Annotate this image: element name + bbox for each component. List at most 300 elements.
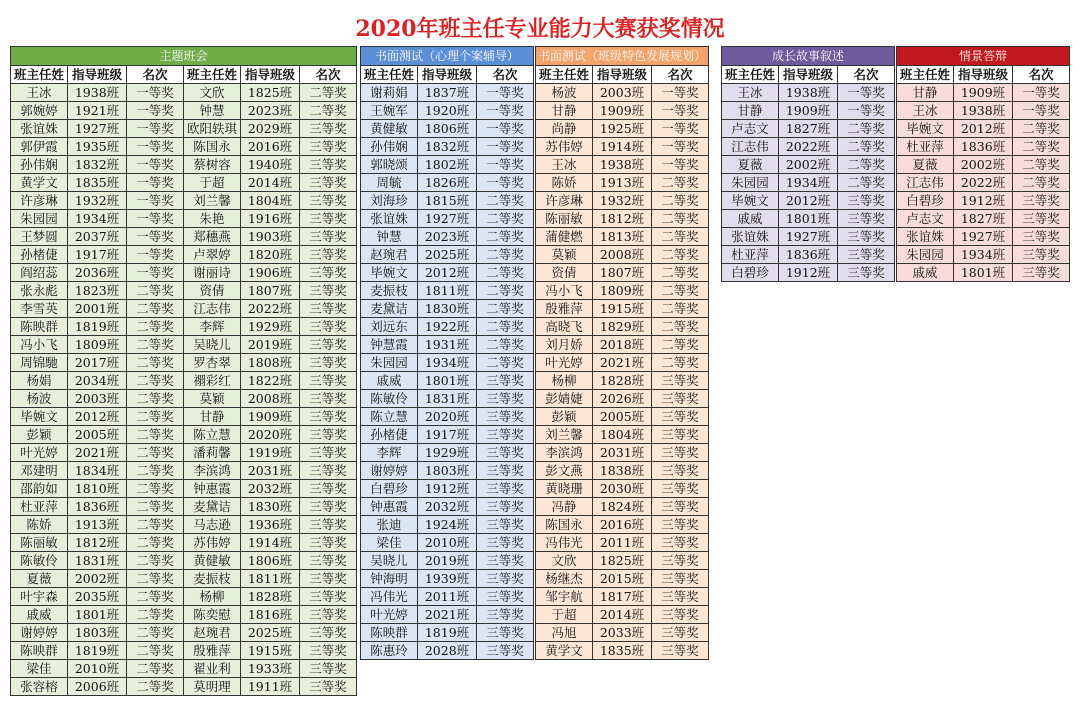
table-row <box>11 372 357 390</box>
rank-cell: 一等奖 <box>652 156 709 174</box>
class-cell: 1934班 <box>68 210 127 228</box>
teacher-name-cell: 孙楮倢 <box>11 246 68 264</box>
col-header-name: 班主任姓 <box>722 66 779 84</box>
rank-cell: 三等奖 <box>838 246 895 264</box>
rank-cell: 三等奖 <box>300 210 357 228</box>
class-cell: 1927班 <box>68 120 127 138</box>
rank-cell: 二等奖 <box>1013 156 1070 174</box>
teacher-name-cell: 陈奕慰 <box>184 606 241 624</box>
table-row <box>897 102 1070 120</box>
table-row <box>361 192 534 210</box>
rank-cell: 三等奖 <box>477 642 534 660</box>
class-cell: 2029班 <box>241 120 300 138</box>
class-cell: 1827班 <box>779 120 838 138</box>
teacher-name-cell: 杜亚萍 <box>11 498 68 516</box>
teacher-name-cell: 钟慧 <box>184 102 241 120</box>
table-row <box>897 84 1070 102</box>
table-row <box>722 210 895 228</box>
teacher-name-cell: 杨继杰 <box>536 570 593 588</box>
rank-cell: 二等奖 <box>477 264 534 282</box>
group-header: 书面测试（心理个案辅导） <box>361 47 534 66</box>
table-row <box>722 102 895 120</box>
teacher-name-cell: 钟惠霞 <box>361 498 418 516</box>
teacher-name-cell: 莫颖 <box>184 390 241 408</box>
rank-cell: 一等奖 <box>477 84 534 102</box>
class-cell: 2002班 <box>68 570 127 588</box>
rank-cell: 三等奖 <box>477 516 534 534</box>
table-row <box>361 174 534 192</box>
teacher-name-cell: 毕婉文 <box>897 120 954 138</box>
rank-cell: 二等奖 <box>300 102 357 120</box>
rank-cell: 三等奖 <box>477 390 534 408</box>
teacher-name-cell: 孙伟娴 <box>361 138 418 156</box>
rank-cell: 三等奖 <box>652 606 709 624</box>
class-cell: 2032班 <box>418 498 477 516</box>
col-header-name: 班主任姓 <box>897 66 954 84</box>
award-table <box>535 46 709 660</box>
rank-cell: 三等奖 <box>652 624 709 642</box>
teacher-name-cell: 赵琬君 <box>361 246 418 264</box>
class-cell: 2031班 <box>241 462 300 480</box>
table-row <box>536 282 709 300</box>
rank-cell: 一等奖 <box>652 138 709 156</box>
rank-cell: 三等奖 <box>300 264 357 282</box>
teacher-name-cell: 王婉军 <box>361 102 418 120</box>
teacher-name-cell: 孙伟娴 <box>11 156 68 174</box>
teacher-name-cell: 冯旭 <box>536 624 593 642</box>
rank-cell: 三等奖 <box>652 516 709 534</box>
class-cell: 1837班 <box>418 84 477 102</box>
group-written-class-planning <box>535 46 709 660</box>
rank-cell: 二等奖 <box>127 642 184 660</box>
class-cell: 2012班 <box>954 120 1013 138</box>
teacher-name-cell: 钟慧 <box>361 228 418 246</box>
teacher-name-cell: 叶光婷 <box>536 354 593 372</box>
table-row <box>722 174 895 192</box>
teacher-name-cell: 莫颖 <box>536 246 593 264</box>
rank-cell: 二等奖 <box>477 354 534 372</box>
table-row <box>536 174 709 192</box>
class-cell: 1832班 <box>68 156 127 174</box>
col-header-name: 班主任姓 <box>536 66 593 84</box>
class-cell: 2023班 <box>241 102 300 120</box>
table-row <box>11 138 357 156</box>
teacher-name-cell: 梁佳 <box>11 660 68 678</box>
rank-cell: 二等奖 <box>477 300 534 318</box>
teacher-name-cell: 张谊姝 <box>722 228 779 246</box>
rank-cell: 三等奖 <box>300 192 357 210</box>
table-row <box>361 516 534 534</box>
teacher-name-cell: 叶宇森 <box>11 588 68 606</box>
teacher-name-cell: 陈敏伶 <box>361 390 418 408</box>
rank-cell: 二等奖 <box>652 282 709 300</box>
teacher-name-cell: 郭伊霞 <box>11 138 68 156</box>
rank-cell: 一等奖 <box>127 102 184 120</box>
table-row <box>11 156 357 174</box>
rank-cell: 三等奖 <box>300 516 357 534</box>
table-row <box>361 588 534 606</box>
table-row <box>361 282 534 300</box>
teacher-name-cell: 麦振枝 <box>361 282 418 300</box>
rank-cell: 二等奖 <box>127 372 184 390</box>
teacher-name-cell: 江志伟 <box>184 300 241 318</box>
rank-cell: 三等奖 <box>838 264 895 282</box>
teacher-name-cell: 杨娟 <box>11 372 68 390</box>
rank-cell: 二等奖 <box>652 192 709 210</box>
class-cell: 1803班 <box>418 462 477 480</box>
teacher-name-cell: 阎绍蕊 <box>11 264 68 282</box>
table-row <box>361 138 534 156</box>
table-row <box>536 588 709 606</box>
table-row <box>722 156 895 174</box>
col-header-class: 指导班级 <box>241 66 300 84</box>
table-row <box>11 660 357 678</box>
table-row <box>722 138 895 156</box>
class-cell: 1913班 <box>593 174 652 192</box>
col-header-name: 班主任姓 <box>11 66 68 84</box>
rank-cell: 二等奖 <box>652 336 709 354</box>
teacher-name-cell: 麦黛诘 <box>361 300 418 318</box>
table-row <box>897 138 1070 156</box>
class-cell: 1909班 <box>954 84 1013 102</box>
table-row <box>536 444 709 462</box>
table-row <box>361 300 534 318</box>
teacher-name-cell: 杜亚萍 <box>722 246 779 264</box>
teacher-name-cell: 王冰 <box>722 84 779 102</box>
class-cell: 1915班 <box>241 642 300 660</box>
rank-cell: 二等奖 <box>652 210 709 228</box>
rank-cell: 三等奖 <box>300 138 357 156</box>
class-cell: 1816班 <box>241 606 300 624</box>
table-row <box>361 408 534 426</box>
class-cell: 1817班 <box>593 588 652 606</box>
table-row <box>536 606 709 624</box>
table-row <box>536 156 709 174</box>
table-row <box>536 480 709 498</box>
teacher-name-cell: 夏薇 <box>897 156 954 174</box>
table-row <box>536 372 709 390</box>
rank-cell: 三等奖 <box>300 426 357 444</box>
rank-cell: 三等奖 <box>477 480 534 498</box>
teacher-name-cell: 禤彩红 <box>184 372 241 390</box>
teacher-name-cell: 潘莉馨 <box>184 444 241 462</box>
rank-cell: 二等奖 <box>652 318 709 336</box>
class-cell: 1836班 <box>779 246 838 264</box>
class-cell: 1906班 <box>241 264 300 282</box>
group-header: 情景答辩 <box>897 47 1070 66</box>
teacher-name-cell: 戚威 <box>11 606 68 624</box>
table-row <box>361 120 534 138</box>
class-cell: 1903班 <box>241 228 300 246</box>
class-cell: 2023班 <box>418 228 477 246</box>
group-growth-story <box>721 46 895 282</box>
rank-cell: 一等奖 <box>1013 102 1070 120</box>
table-row <box>536 390 709 408</box>
rank-cell: 三等奖 <box>300 678 357 696</box>
table-row <box>361 426 534 444</box>
rank-cell: 二等奖 <box>477 282 534 300</box>
table-row <box>11 624 357 642</box>
award-table <box>10 46 357 696</box>
rank-cell: 三等奖 <box>1013 228 1070 246</box>
table-row <box>361 102 534 120</box>
award-table <box>896 46 1070 282</box>
table-row <box>536 534 709 552</box>
class-cell: 2001班 <box>68 300 127 318</box>
table-row <box>536 462 709 480</box>
rank-cell: 三等奖 <box>300 174 357 192</box>
table-row <box>11 552 357 570</box>
teacher-name-cell: 冯伟光 <box>361 588 418 606</box>
rank-cell: 三等奖 <box>300 282 357 300</box>
class-cell: 1835班 <box>68 174 127 192</box>
table-row <box>11 642 357 660</box>
class-cell: 2008班 <box>593 246 652 264</box>
rank-cell: 二等奖 <box>652 246 709 264</box>
col-header-name: 班主任姓 <box>361 66 418 84</box>
rank-cell: 三等奖 <box>300 354 357 372</box>
rank-cell: 二等奖 <box>477 228 534 246</box>
table-row <box>361 372 534 390</box>
table-row <box>536 264 709 282</box>
teacher-name-cell: 陈国永 <box>536 516 593 534</box>
class-cell: 1921班 <box>68 102 127 120</box>
table-row <box>536 300 709 318</box>
rank-cell: 三等奖 <box>477 624 534 642</box>
rank-cell: 二等奖 <box>127 498 184 516</box>
group-theme-class-meeting <box>10 46 357 696</box>
rank-cell: 三等奖 <box>1013 192 1070 210</box>
teacher-name-cell: 钟慧霞 <box>361 336 418 354</box>
teacher-name-cell: 吴晓儿 <box>184 336 241 354</box>
class-cell: 2003班 <box>68 390 127 408</box>
col-header-class: 指导班级 <box>954 66 1013 84</box>
rank-cell: 三等奖 <box>652 642 709 660</box>
class-cell: 1836班 <box>954 138 1013 156</box>
class-cell: 1934班 <box>779 174 838 192</box>
class-cell: 2021班 <box>593 354 652 372</box>
class-cell: 1835班 <box>593 642 652 660</box>
teacher-name-cell: 王冰 <box>536 156 593 174</box>
teacher-name-cell: 朱园园 <box>361 354 418 372</box>
teacher-name-cell: 张谊姝 <box>897 228 954 246</box>
teacher-name-cell: 刘海珍 <box>361 192 418 210</box>
rank-cell: 三等奖 <box>477 570 534 588</box>
rank-cell: 一等奖 <box>838 102 895 120</box>
teacher-name-cell: 许彦琳 <box>11 192 68 210</box>
group-written-psych-counseling <box>360 46 534 660</box>
teacher-name-cell: 张谊姝 <box>361 210 418 228</box>
teacher-name-cell: 刘兰馨 <box>536 426 593 444</box>
teacher-name-cell: 尚静 <box>536 120 593 138</box>
class-cell: 1909班 <box>779 102 838 120</box>
table-row <box>897 192 1070 210</box>
class-cell: 2002班 <box>779 156 838 174</box>
rank-cell: 二等奖 <box>127 354 184 372</box>
table-row <box>11 606 357 624</box>
class-cell: 1938班 <box>779 84 838 102</box>
table-row <box>11 678 357 696</box>
col-header-rank: 名次 <box>652 66 709 84</box>
class-cell: 1932班 <box>593 192 652 210</box>
class-cell: 2005班 <box>68 426 127 444</box>
class-cell: 2012班 <box>418 264 477 282</box>
table-row <box>11 408 357 426</box>
teacher-name-cell: 冯伟光 <box>536 534 593 552</box>
table-row <box>722 246 895 264</box>
teacher-name-cell: 谢丽诗 <box>184 264 241 282</box>
teacher-name-cell: 李滨鸿 <box>536 444 593 462</box>
col-header-rank: 名次 <box>477 66 534 84</box>
rank-cell: 一等奖 <box>127 264 184 282</box>
teacher-name-cell: 郭婉婷 <box>11 102 68 120</box>
table-row <box>536 426 709 444</box>
table-row <box>361 318 534 336</box>
teacher-name-cell: 陈丽敏 <box>536 210 593 228</box>
rank-cell: 三等奖 <box>300 120 357 138</box>
teacher-name-cell: 周锦馳 <box>11 354 68 372</box>
class-cell: 1830班 <box>241 498 300 516</box>
table-row <box>11 84 357 102</box>
col-header-class: 指导班级 <box>779 66 838 84</box>
class-cell: 2017班 <box>68 354 127 372</box>
teacher-name-cell: 张谊姝 <box>11 120 68 138</box>
class-cell: 1801班 <box>954 264 1013 282</box>
table-row <box>722 192 895 210</box>
rank-cell: 三等奖 <box>300 660 357 678</box>
table-row <box>536 570 709 588</box>
teacher-name-cell: 蒲健燃 <box>536 228 593 246</box>
table-row <box>11 426 357 444</box>
table-row <box>536 210 709 228</box>
class-cell: 2021班 <box>418 606 477 624</box>
class-cell: 2026班 <box>593 390 652 408</box>
teacher-name-cell: 甘静 <box>897 84 954 102</box>
class-cell: 1938班 <box>68 84 127 102</box>
rank-cell: 一等奖 <box>652 102 709 120</box>
rank-cell: 二等奖 <box>127 426 184 444</box>
table-row <box>361 642 534 660</box>
class-cell: 1912班 <box>779 264 838 282</box>
table-row <box>361 624 534 642</box>
table-row <box>361 264 534 282</box>
rank-cell: 一等奖 <box>127 246 184 264</box>
rank-cell: 三等奖 <box>838 210 895 228</box>
class-cell: 1807班 <box>241 282 300 300</box>
table-row <box>536 84 709 102</box>
class-cell: 1916班 <box>241 210 300 228</box>
rank-cell: 二等奖 <box>1013 138 1070 156</box>
rank-cell: 一等奖 <box>477 102 534 120</box>
teacher-name-cell: 麦振枝 <box>184 570 241 588</box>
class-cell: 1911班 <box>241 678 300 696</box>
class-cell: 1924班 <box>418 516 477 534</box>
teacher-name-cell: 谢婷婷 <box>11 624 68 642</box>
rank-cell: 二等奖 <box>477 192 534 210</box>
table-row <box>11 264 357 282</box>
rank-cell: 三等奖 <box>477 426 534 444</box>
class-cell: 1935班 <box>68 138 127 156</box>
table-row <box>11 570 357 588</box>
rank-cell: 三等奖 <box>477 462 534 480</box>
table-row <box>536 102 709 120</box>
class-cell: 1909班 <box>241 408 300 426</box>
table-row <box>361 444 534 462</box>
table-row <box>536 354 709 372</box>
teacher-name-cell: 黄学文 <box>11 174 68 192</box>
table-row <box>536 642 709 660</box>
class-cell: 2022班 <box>241 300 300 318</box>
table-row <box>361 606 534 624</box>
table-row <box>11 246 357 264</box>
class-cell: 1927班 <box>418 210 477 228</box>
class-cell: 2015班 <box>593 570 652 588</box>
table-row <box>11 120 357 138</box>
rank-cell: 三等奖 <box>300 624 357 642</box>
teacher-name-cell: 戚威 <box>361 372 418 390</box>
teacher-name-cell: 夏薇 <box>722 156 779 174</box>
class-cell: 1806班 <box>418 120 477 138</box>
class-cell: 1929班 <box>418 444 477 462</box>
table-row <box>361 228 534 246</box>
teacher-name-cell: 李雪英 <box>11 300 68 318</box>
table-row <box>897 210 1070 228</box>
table-row <box>361 336 534 354</box>
class-cell: 1912班 <box>418 480 477 498</box>
class-cell: 1931班 <box>418 336 477 354</box>
class-cell: 2014班 <box>241 174 300 192</box>
class-cell: 1933班 <box>241 660 300 678</box>
class-cell: 1831班 <box>418 390 477 408</box>
rank-cell: 三等奖 <box>652 426 709 444</box>
class-cell: 2005班 <box>593 408 652 426</box>
teacher-name-cell: 甘静 <box>536 102 593 120</box>
table-row <box>536 228 709 246</box>
class-cell: 1812班 <box>593 210 652 228</box>
class-cell: 2030班 <box>593 480 652 498</box>
teacher-name-cell: 钟海明 <box>361 570 418 588</box>
rank-cell: 一等奖 <box>127 156 184 174</box>
teacher-name-cell: 李辉 <box>184 318 241 336</box>
table-row <box>897 228 1070 246</box>
class-cell: 1831班 <box>68 552 127 570</box>
table-row <box>11 588 357 606</box>
teacher-name-cell: 冯静 <box>536 498 593 516</box>
table-row <box>11 336 357 354</box>
teacher-name-cell: 李滨鸿 <box>184 462 241 480</box>
rank-cell: 二等奖 <box>127 516 184 534</box>
teacher-name-cell: 陈国永 <box>184 138 241 156</box>
table-row <box>897 156 1070 174</box>
class-cell: 2019班 <box>241 336 300 354</box>
teacher-name-cell: 文欣 <box>536 552 593 570</box>
teacher-name-cell: 白碧珍 <box>361 480 418 498</box>
rank-cell: 三等奖 <box>652 498 709 516</box>
table-row <box>11 210 357 228</box>
teacher-name-cell: 周毓 <box>361 174 418 192</box>
rank-cell: 一等奖 <box>477 138 534 156</box>
rank-cell: 三等奖 <box>652 570 709 588</box>
rank-cell: 三等奖 <box>300 228 357 246</box>
teacher-name-cell: 马志逊 <box>184 516 241 534</box>
class-cell: 1934班 <box>954 246 1013 264</box>
rank-cell: 二等奖 <box>477 336 534 354</box>
class-cell: 2016班 <box>241 138 300 156</box>
rank-cell: 二等奖 <box>127 444 184 462</box>
teacher-name-cell: 叶光婷 <box>11 444 68 462</box>
rank-cell: 二等奖 <box>477 246 534 264</box>
class-cell: 2032班 <box>241 480 300 498</box>
